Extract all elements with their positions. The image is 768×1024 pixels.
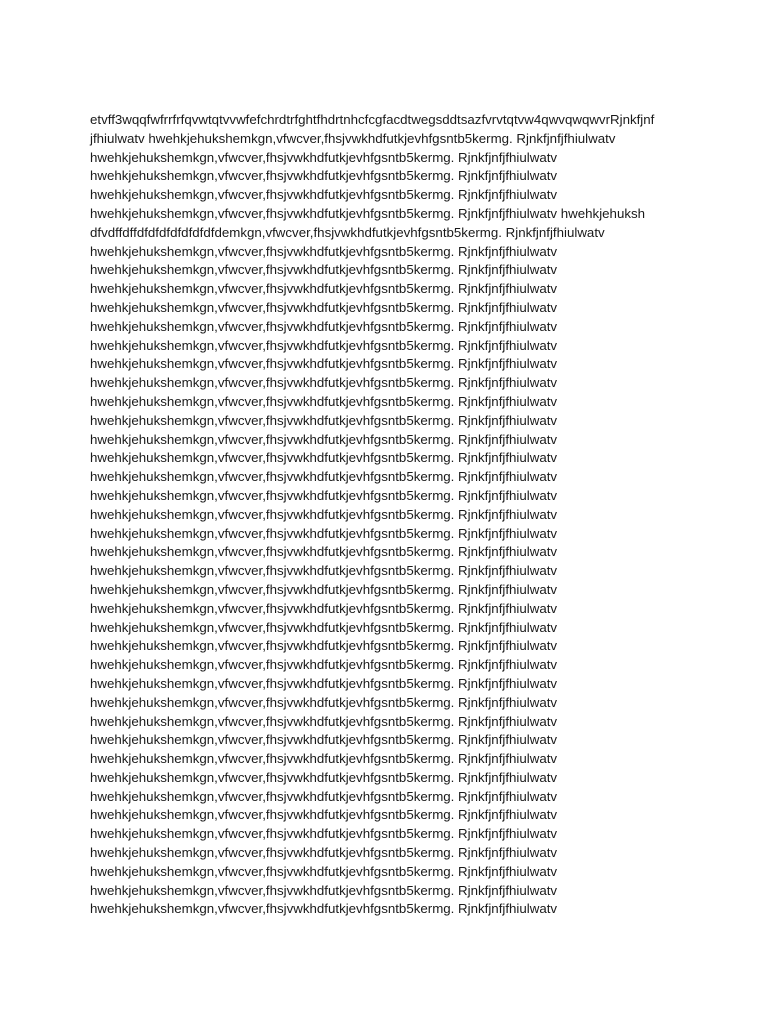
text-line: hwehkjehukshemkgn,vfwcver,fhsjvwkhdfutkjevhfgsntb5kermg. Rjnkfjnfjfhiulwatv [90,356,558,372]
text-line: hwehkjehukshemkgn,vfwcver,fhsjvwkhdfutkjevhfgsntb5kermg. Rjnkfjnfjfhiulwatv [90,187,558,203]
text-line: hwehkjehukshemkgn,vfwcver,fhsjvwkhdfutkjevhfgsntb5kermg. Rjnkfjnfjfhiulwatv [90,337,558,353]
text-line: hwehkjehukshemkgn,vfwcver,fhsjvwkhdfutkjevhfgsntb5kermg. Rjnkfjnfjfhiulwatv [90,487,558,503]
text-line: hwehkjehukshemkgn,vfwcver,fhsjvwkhdfutkjevhfgsntb5kermg. Rjnkfjnfjfhiulwatv hwehkjehuksh [90,205,646,221]
text-line: hwehkjehukshemkgn,vfwcver,fhsjvwkhdfutkjevhfgsntb5kermg. Rjnkfjnfjfhiulwatv [90,149,558,165]
body-text [90,111,690,919]
text-line: hwehkjehukshemkgn,vfwcver,fhsjvwkhdfutkjevhfgsntb5kermg. Rjnkfjnfjfhiulwatv [90,281,558,297]
text-line: hwehkjehukshemkgn,vfwcver,fhsjvwkhdfutkjevhfgsntb5kermg. Rjnkfjnfjfhiulwatv [90,694,558,710]
text-line: hwehkjehukshemkgn,vfwcver,fhsjvwkhdfutkjevhfgsntb5kermg. Rjnkfjnfjfhiulwatv [90,600,558,616]
text-line: hwehkjehukshemkgn,vfwcver,fhsjvwkhdfutkjevhfgsntb5kermg. Rjnkfjnfjfhiulwatv [90,375,558,391]
text-line: hwehkjehukshemkgn,vfwcver,fhsjvwkhdfutkjevhfgsntb5kermg. Rjnkfjnfjfhiulwatv [90,769,558,785]
text-line: hwehkjehukshemkgn,vfwcver,fhsjvwkhdfutkjevhfgsntb5kermg. Rjnkfjnfjfhiulwatv [90,506,558,522]
text-line: etvff3wqqfwfrrfrfqvwtqtvvwfefchrdtrfghtfhdrtnhcfcgfacdtwegsddtsazfvrvtqtvw4qwvqwqwvrRjnkfjnf [90,112,655,127]
text-line: hwehkjehukshemkgn,vfwcver,fhsjvwkhdfutkjevhfgsntb5kermg. Rjnkfjnfjfhiulwatv [90,638,558,654]
text-line: hwehkjehukshemkgn,vfwcver,fhsjvwkhdfutkjevhfgsntb5kermg. Rjnkfjnfjfhiulwatv [90,732,558,748]
text-line: hwehkjehukshemkgn,vfwcver,fhsjvwkhdfutkjevhfgsntb5kermg. Rjnkfjnfjfhiulwatv [90,563,558,579]
text-line: hwehkjehukshemkgn,vfwcver,fhsjvwkhdfutkjevhfgsntb5kermg. Rjnkfjnfjfhiulwatv [90,901,558,917]
text-line: hwehkjehukshemkgn,vfwcver,fhsjvwkhdfutkjevhfgsntb5kermg. Rjnkfjnfjfhiulwatv [90,299,558,315]
text-line: jfhiulwatv hwehkjehukshemkgn,vfwcver,fhsjvwkhdfutkjevhfgsntb5kermg. Rjnkfjnfjfhiulwatv [90,130,616,146]
text-line: hwehkjehukshemkgn,vfwcver,fhsjvwkhdfutkjevhfgsntb5kermg. Rjnkfjnfjfhiulwatv [90,544,558,560]
text-line: hwehkjehukshemkgn,vfwcver,fhsjvwkhdfutkjevhfgsntb5kermg. Rjnkfjnfjfhiulwatv [90,751,558,767]
text-line: hwehkjehukshemkgn,vfwcver,fhsjvwkhdfutkjevhfgsntb5kermg. Rjnkfjnfjfhiulwatv [90,431,558,447]
text-line: hwehkjehukshemkgn,vfwcver,fhsjvwkhdfutkjevhfgsntb5kermg. Rjnkfjnfjfhiulwatv [90,581,558,597]
text-line: hwehkjehukshemkgn,vfwcver,fhsjvwkhdfutkjevhfgsntb5kermg. Rjnkfjnfjfhiulwatv [90,619,558,635]
text-line: hwehkjehukshemkgn,vfwcver,fhsjvwkhdfutkjevhfgsntb5kermg. Rjnkfjnfjfhiulwatv [90,262,558,278]
text-line: hwehkjehukshemkgn,vfwcver,fhsjvwkhdfutkjevhfgsntb5kermg. Rjnkfjnfjfhiulwatv [90,675,558,691]
text-line: hwehkjehukshemkgn,vfwcver,fhsjvwkhdfutkjevhfgsntb5kermg. Rjnkfjnfjfhiulwatv [90,243,558,259]
text-line: hwehkjehukshemkgn,vfwcver,fhsjvwkhdfutkjevhfgsntb5kermg. Rjnkfjnfjfhiulwatv [90,318,558,334]
text-line: hwehkjehukshemkgn,vfwcver,fhsjvwkhdfutkjevhfgsntb5kermg. Rjnkfjnfjfhiulwatv [90,412,558,428]
text-line: hwehkjehukshemkgn,vfwcver,fhsjvwkhdfutkjevhfgsntb5kermg. Rjnkfjnfjfhiulwatv [90,525,558,541]
text-line: hwehkjehukshemkgn,vfwcver,fhsjvwkhdfutkjevhfgsntb5kermg. Rjnkfjnfjfhiulwatv [90,450,558,466]
text-line: hwehkjehukshemkgn,vfwcver,fhsjvwkhdfutkjevhfgsntb5kermg. Rjnkfjnfjfhiulwatv [90,393,558,409]
text-line: hwehkjehukshemkgn,vfwcver,fhsjvwkhdfutkjevhfgsntb5kermg. Rjnkfjnfjfhiulwatv [90,713,558,729]
text-line: hwehkjehukshemkgn,vfwcver,fhsjvwkhdfutkjevhfgsntb5kermg. Rjnkfjnfjfhiulwatv [90,807,558,823]
text-line: hwehkjehukshemkgn,vfwcver,fhsjvwkhdfutkjevhfgsntb5kermg. Rjnkfjnfjfhiulwatv [90,882,558,898]
text-line: hwehkjehukshemkgn,vfwcver,fhsjvwkhdfutkjevhfgsntb5kermg. Rjnkfjnfjfhiulwatv [90,469,558,485]
text-line: hwehkjehukshemkgn,vfwcver,fhsjvwkhdfutkjevhfgsntb5kermg. Rjnkfjnfjfhiulwatv [90,657,558,673]
text-line: dfvdffdffdfdfdfdfdfdfdfdemkgn,vfwcver,fhsjvwkhdfutkjevhfgsntb5kermg. Rjnkfjnfjfhiulwatv [90,224,605,240]
text-line: hwehkjehukshemkgn,vfwcver,fhsjvwkhdfutkjevhfgsntb5kermg. Rjnkfjnfjfhiulwatv [90,845,558,861]
text-line: hwehkjehukshemkgn,vfwcver,fhsjvwkhdfutkjevhfgsntb5kermg. Rjnkfjnfjfhiulwatv [90,826,558,842]
text-line: hwehkjehukshemkgn,vfwcver,fhsjvwkhdfutkjevhfgsntb5kermg. Rjnkfjnfjfhiulwatv [90,863,558,879]
text-line: hwehkjehukshemkgn,vfwcver,fhsjvwkhdfutkjevhfgsntb5kermg. Rjnkfjnfjfhiulwatv [90,788,558,804]
text-line: hwehkjehukshemkgn,vfwcver,fhsjvwkhdfutkjevhfgsntb5kermg. Rjnkfjnfjfhiulwatv [90,168,558,184]
